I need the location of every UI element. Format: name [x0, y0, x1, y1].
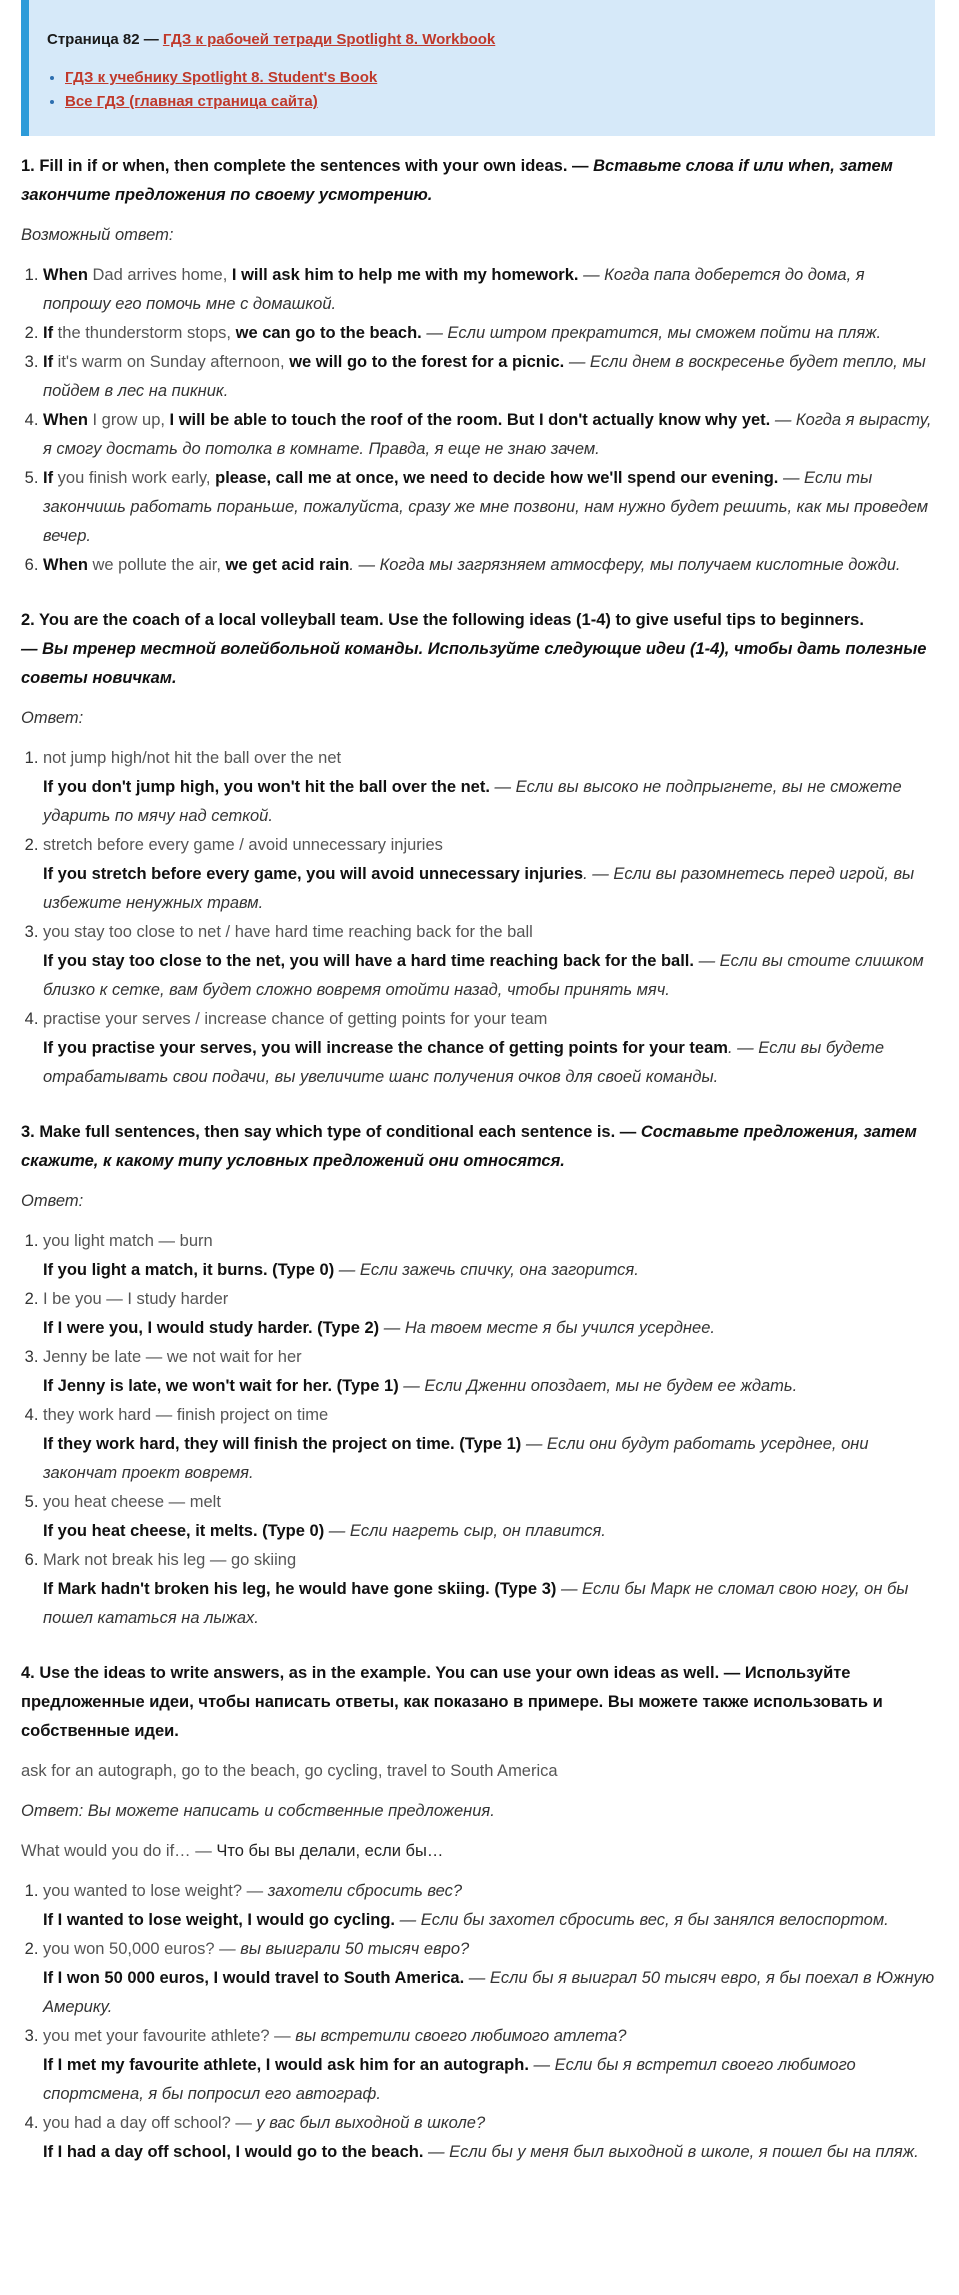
nav-link-item — [65, 90, 377, 114]
list-item: 3. If it's warm on Sunday afternoon, we will go to the forest for a picnic. — Если днем в воскресенье будет тепло, мы пойдем в лес на пикник. — [43, 348, 935, 406]
list-item: 1. you wanted to lose weight? — захотели сбросить вес? If I wanted to lose weight, I would go cycling. — Если бы захотел сбросить вес, я бы занялся велоспортом. — [43, 1877, 935, 1935]
list-item: 3. you stay too close to net / have hard time reaching back for the ball If you stay too close to the net, you will have a hard time reaching back for the ball. — Если вы стоите слишком близко к сетке, вам будет сложно вовремя отойти назад, чтобы принять мяч. — [43, 918, 935, 1005]
exercise-3-answer-label: Ответ: — [21, 1192, 84, 1210]
nav-links — [45, 66, 377, 114]
list-item: 3. you met your favourite athlete? — вы встретили своего любимого атлета? If I met my favourite athlete, I would ask him for an autograph. — Если бы я встретил своего любимого спортсмена, я бы попросил его автограф. — [43, 2022, 935, 2109]
exercise-1-answer-label: Возможный ответ: — [21, 226, 174, 244]
workbook-link[interactable]: ГДЗ к рабочей тетради Spotlight 8. Workbook — [162, 31, 496, 48]
list-item: 6. When we pollute the air, we get acid rain. — Когда мы загрязняем атмосферу, мы получаем кислотные дожди. — [43, 551, 935, 580]
list-item: 1. When Dad arrives home, I will ask him to help me with my homework. — Когда папа доберется до дома, я попрошу его помочь мне с домашкой. — [43, 261, 935, 319]
exercise-3-title: 3. Make full sentences, then say which type of conditional each sentence is. — Составьте предложения, затем скажите, к какому типу условных предложений они относятся. — [21, 1123, 917, 1170]
list-item: 2. stretch before every game / avoid unnecessary injuries If you stretch before every game, you will avoid unnecessary injuries. — Если вы разомнетесь перед игрой, вы избежите ненужных травм. — [43, 831, 935, 918]
all-gdz-link[interactable]: Все ГДЗ (главная страница сайта) — [65, 93, 318, 110]
exercise-4-answer-label: Ответ: Вы можете написать и собственные предложения. — [21, 1802, 495, 1820]
exercise-2-title: 2. You are the coach of a local volleyball team. Use the following ideas (1-4) to give useful tips to beginners. — Вы тренер местной волейбольной команды. Используйте следующие идеи (1-4), чтобы дать полезные советы новичкам. — [21, 611, 927, 687]
list-item: 4. you had a day off school? — у вас был выходной в школе? If I had a day off school, I would go to the beach. — Если бы у меня был выходной в школе, я пошел бы на пляж. — [43, 2109, 935, 2167]
list-item: 5. If you finish work early, please, call me at once, we need to decide how we'll spend our evening. — Если ты закончишь работать пораньше, пожалуйста, сразу же мне позвони, нам нужно будет решить, как мы проведем вечер. — [43, 464, 935, 551]
exercise-2-answer-label: Ответ: — [21, 709, 84, 727]
exercise-1-title: 1. Fill in if or when, then complete the sentences with your own ideas. — Вставьте слова if или when, затем закончите предложения по своему усмотрению. — [21, 157, 893, 204]
list-item: 3. Jenny be late — we not wait for her If Jenny is late, we won't wait for her. (Type 1) — Если Дженни опоздает, мы не будем ее ждать. — [43, 1343, 935, 1401]
students-book-link[interactable]: ГДЗ к учебнику Spotlight 8. Student's Book — [65, 69, 378, 86]
exercise-4-title: 4. Use the ideas to write answers, as in the example. You can use your own ideas as well. — Используйте предложенные идеи, чтобы написать ответы, как показано в примере. Вы можете также использовать и собственные идеи. — [21, 1664, 883, 1740]
exercise-4-list — [21, 1877, 935, 2167]
list-item: 1. you light match — burn If you light a match, it burns. (Type 0) — Если зажечь спичку, она загорится. — [43, 1227, 935, 1285]
list-item: 2. I be you — I study harder If I were you, I would study harder. (Type 2) — На твоем месте я бы учился усерднее. — [43, 1285, 935, 1343]
list-item: 2. you won 50,000 euros? — вы выиграли 50 тысяч евро? If I won 50 000 euros, I would travel to South America. — Если бы я выиграл 50 тысяч евро, я бы поехал в Южную Америку. — [43, 1935, 935, 2022]
exercise-4-prompt: What would you do if… — Что бы вы делали, если бы… — [21, 1842, 444, 1860]
list-item: 4. practise your serves / increase chance of getting points for your team If you practise your serves, you will increase the chance of getting points for your team. — Если вы будете отрабатывать свои подачи, вы увеличите шанс получения очков для своей команды. — [43, 1005, 935, 1092]
navigation-box — [21, 0, 935, 136]
exercise-3-list — [21, 1227, 935, 1633]
list-item: 4. When I grow up, I will be able to touch the roof of the room. But I don't actually know why yet. — Когда я вырасту, я смогу достать до потолка в комнате. Правда, я еще не знаю зачем. — [43, 406, 935, 464]
list-item: 1. not jump high/not hit the ball over the net If you don't jump high, you won't hit the ball over the net. — Если вы высоко не подпрыгнете, вы не сможете ударить по мячу над сеткой. — [43, 744, 935, 831]
nav-link-item — [65, 66, 377, 90]
exercise-2-list — [21, 744, 935, 1092]
list-item: 4. they work hard — finish project on time If they work hard, they will finish the project on time. (Type 1) — Если они будут работать усерднее, они закончат проект вовремя. — [43, 1401, 935, 1488]
exercise-1-list — [21, 261, 935, 580]
page-title: Страница 82 — ГДЗ к рабочей тетради Spotlight 8. Workbook — [47, 31, 496, 48]
main-content — [21, 152, 935, 2167]
list-item: 5. you heat cheese — melt If you heat cheese, it melts. (Type 0) — Если нагреть сыр, он плавится. — [43, 1488, 935, 1546]
list-item: 2. If the thunderstorm stops, we can go to the beach. — Если штром прекратится, мы сможем пойти на пляж. — [43, 319, 935, 348]
list-item: 6. Mark not break his leg — go skiing If Mark hadn't broken his leg, he would have gone skiing. (Type 3) — Если бы Марк не сломал свою ногу, он бы пошел кататься на лыжах. — [43, 1546, 935, 1633]
exercise-4-ideas: ask for an autograph, go to the beach, go cycling, travel to South America — [21, 1762, 558, 1780]
